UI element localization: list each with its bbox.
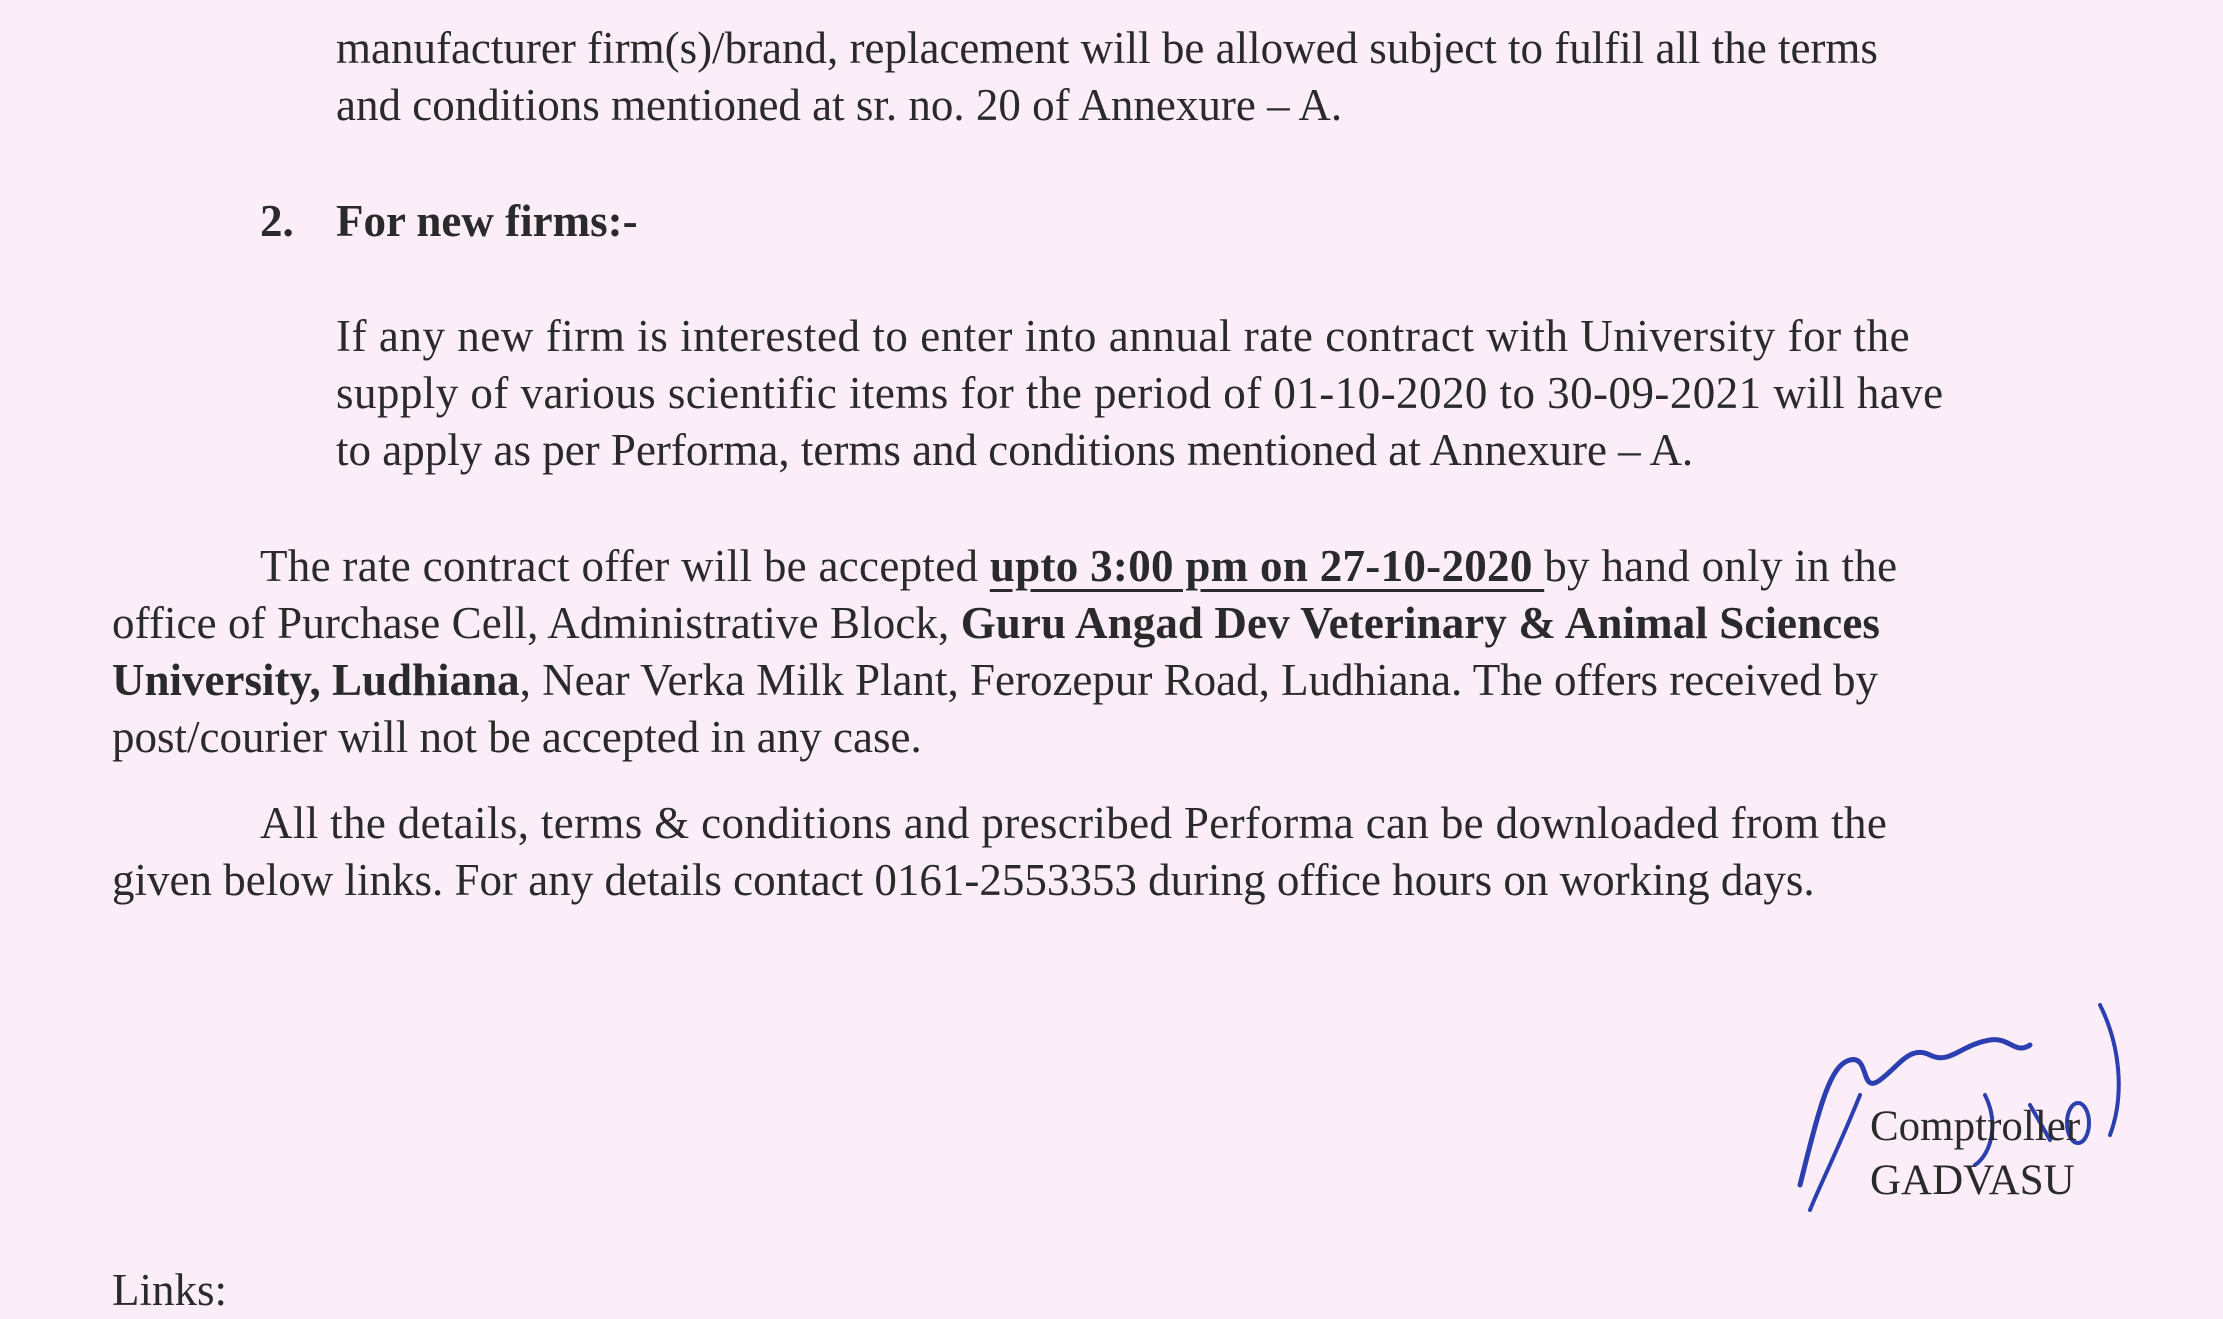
submission-deadline: upto 3:00 pm on 27-10-2020 bbox=[989, 541, 1545, 591]
university-name: Guru Angad Dev Veterinary & Animal Sciences bbox=[960, 598, 1881, 648]
top-paragraph-line-2: and conditions mentioned at sr. no. 20 of Annexure – A. bbox=[336, 80, 1343, 130]
section-title: For new firms:- bbox=[336, 196, 638, 246]
rate-line-1: The rate contract offer will be accepted upto 3:00 pm on 27-10-2020 by hand only in the bbox=[260, 541, 1898, 591]
new-firms-line-2: supply of various scientific items for the period of 01-10-2020 to 30-09-2021 will have bbox=[336, 368, 1944, 418]
links-label: Links: bbox=[112, 1265, 228, 1315]
details-paragraph bbox=[112, 795, 2116, 909]
details-line-2: given below links. For any details contact 0161-2553353 during office hours on working days. bbox=[112, 855, 1815, 905]
university-location: University, Ludhiana bbox=[112, 655, 520, 705]
section-number: 2. bbox=[260, 196, 294, 246]
section-heading-new-firms bbox=[260, 193, 638, 250]
new-firms-line-3: to apply as per Performa, terms and conditions mentioned at Annexure – A. bbox=[336, 425, 1694, 475]
rate-line-3: University, Ludhiana, Near Verka Milk Plant, Ferozepur Road, Ludhiana. The offers received by bbox=[112, 655, 1878, 705]
signatory-organization: GADVASU bbox=[1870, 1157, 2075, 1204]
top-paragraph-line-1: manufacturer firm(s)/brand, replacement will be allowed subject to fulfil all the terms bbox=[336, 23, 1878, 73]
signatory-block bbox=[1870, 1100, 2080, 1208]
signatory-title: Comptroller bbox=[1870, 1103, 2081, 1150]
top-paragraph bbox=[336, 20, 2116, 134]
rate-line-4: post/courier will not be accepted in any case. bbox=[112, 712, 922, 762]
rate-line-2: office of Purchase Cell, Administrative Block, Guru Angad Dev Veterinary & Animal Sciences bbox=[112, 598, 1881, 648]
new-firms-paragraph bbox=[336, 308, 2116, 479]
details-line-1: All the details, terms & conditions and prescribed Performa can be downloaded from the bbox=[260, 798, 1888, 848]
new-firms-line-1: If any new firm is interested to enter into annual rate contract with University for the bbox=[336, 311, 1911, 361]
rate-contract-paragraph bbox=[112, 538, 2116, 766]
